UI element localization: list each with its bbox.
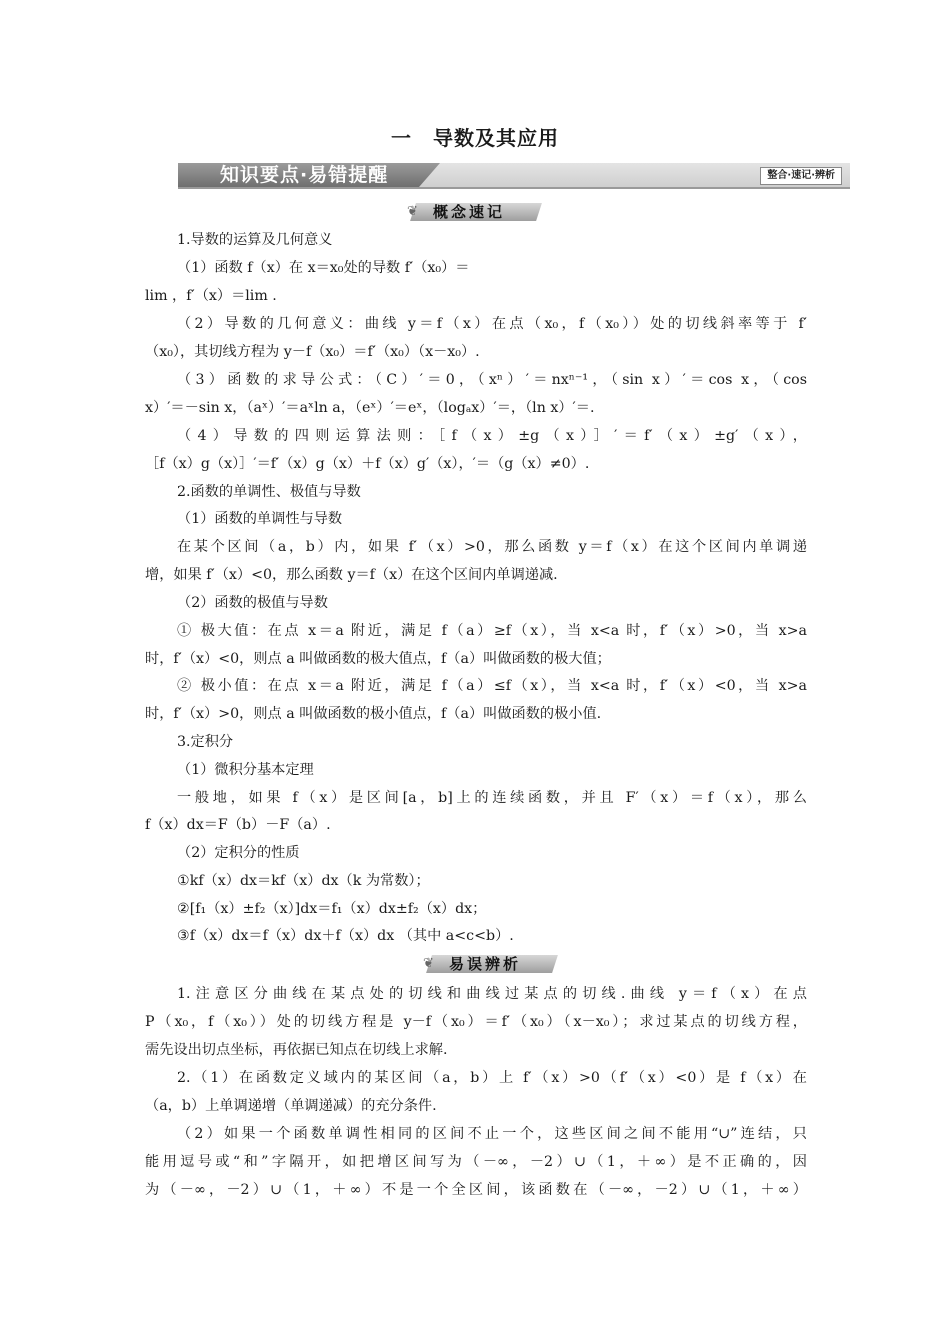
text-line: （2）导数的几何意义：曲线 y＝f（x）在点（x₀，f（x₀））处的切线斜率等于 f′ <box>177 316 807 332</box>
text-line: ① 极大值：在点 x＝a 附近，满足 f（a）≥f（x），当 x<a 时，f′（x）>0，当 x>a <box>177 623 807 639</box>
text-line: ② 极小值：在点 x＝a 附近，满足 f（a）≤f（x），当 x<a 时，f′（x）<0，当 x>a <box>177 678 807 694</box>
text-line: 时，f′（x）<0，则点 a 叫做函数的极大值点，f（a）叫做函数的极大值； <box>145 651 611 667</box>
text-line: 1.注意区分曲线在某点处的切线和曲线过某点的切线.曲线 y＝f（x）在点 <box>177 986 807 1002</box>
text-line: P（x₀，f（x₀））处的切线方程是 y－f（x₀）＝f′（x₀）（x－x₀）；求过某点的切线方程， <box>145 1014 807 1030</box>
leaf-icon: ❦ <box>407 204 418 219</box>
text-line: 1.导数的运算及几何意义 <box>177 232 333 248</box>
text-line: ［f（x）g（x）］′＝f′（x）g（x）＋f（x）g′（x），′＝（g（x）≠0）. <box>145 456 590 472</box>
banner-title: 知识要点·易错提醒 <box>220 164 389 186</box>
text-line: f（x）dx＝F（b）－F（a）. <box>145 817 331 833</box>
text-line: （1）函数的单调性与导数 <box>177 511 343 527</box>
text-line: 能用逗号或“和”字隔开，如把增区间写为（－∞，－2）∪（1，＋∞）是不正确的，因 <box>145 1154 807 1170</box>
text-line: ①kf（x）dx＝kf（x）dx（k 为常数）； <box>177 873 430 889</box>
text-line: lim ，f′（x）＝lim . <box>145 288 277 304</box>
leaf-icon: ❦ <box>423 956 434 971</box>
text-line: （a，b）上单调递增（单调递减）的充分条件. <box>145 1098 437 1114</box>
text-line: （2）函数的极值与导数 <box>177 595 328 611</box>
text-line: 在某个区间（a，b）内，如果 f′（x）>0，那么函数 y＝f（x）在这个区间内单调递 <box>177 539 807 555</box>
section-heading-label: 概念速记 <box>433 203 506 221</box>
banner-tag: 整合·速记·辨析 <box>760 167 842 185</box>
text-line: （4）导数的四则运算法则：［f（x）±g（x）］′＝f′（x）±g′（x）， <box>177 428 807 444</box>
page-title: 一 导数及其应用 <box>391 126 559 150</box>
text-line: 一般地，如果 f（x）是区间[a，b]上的连续函数，并且 F′（x）＝f（x），那么 <box>177 790 807 806</box>
section-heading-errors <box>423 953 559 975</box>
section-heading-concepts <box>407 201 543 223</box>
text-line: 需先设出切点坐标，再依据已知点在切线上求解. <box>145 1042 448 1058</box>
text-line: （2）如果一个函数单调性相同的区间不止一个，这些区间之间不能用“∪”连结，只 <box>177 1126 807 1142</box>
text-line: （1）函数 f（x）在 x＝x₀处的导数 f′（x₀）＝ <box>177 260 470 276</box>
section-heading-label: 易误辨析 <box>449 955 522 973</box>
text-line: ②[f₁（x）±f₂（x）]dx＝f₁（x）dx±f₂（x）dx； <box>177 901 487 917</box>
text-line: （2）定积分的性质 <box>177 845 300 861</box>
text-line: ③f（x）dx＝f（x）dx＋f（x）dx （其中 a<c<b）. <box>177 928 514 944</box>
text-line: x）′＝－sin x，（aˣ）′＝aˣln a，（eˣ）′＝eˣ，（logₐx）′＝，（ln x）′＝. <box>145 400 595 416</box>
section-banner <box>178 163 850 189</box>
text-line: 为（－∞，－2）∪（1，＋∞）不是一个全区间，该函数在（－∞，－2）∪（1，＋∞） <box>145 1182 807 1198</box>
text-line: （1）微积分基本定理 <box>177 762 314 778</box>
text-line: 时，f′（x）>0，则点 a 叫做函数的极小值点，f（a）叫做函数的极小值. <box>145 706 602 722</box>
text-line: （x₀），其切线方程为 y－f（x₀）＝f′（x₀）（x－x₀）. <box>145 344 480 360</box>
text-line: 3.定积分 <box>177 734 234 750</box>
text-line: （3）函数的求导公式：（C）′＝0，（xⁿ）′＝nxⁿ⁻¹，（sin x）′＝cos x，（cos <box>177 372 807 388</box>
text-line: 2.（1）在函数定义域内的某区间（a，b）上 f′（x）>0（f′（x）<0）是 f（x）在 <box>177 1070 807 1086</box>
text-line: 2.函数的单调性、极值与导数 <box>177 484 361 500</box>
text-line: 增，如果 f′（x）<0，那么函数 y＝f（x）在这个区间内单调递减. <box>145 567 558 583</box>
